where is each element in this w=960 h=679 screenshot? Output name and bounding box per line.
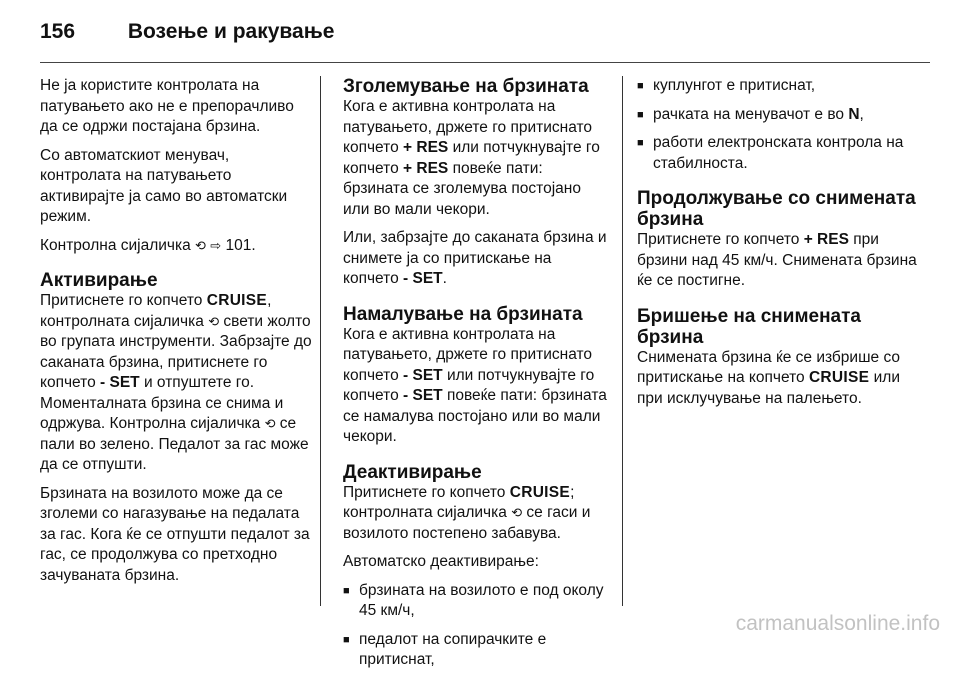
- list-item: ■ работи електронската контрола на стабилноста.: [637, 133, 927, 174]
- watermark: carmanualsonline.info: [735, 612, 940, 635]
- heading-increase-speed: Зголемување на брзината: [343, 76, 589, 97]
- list-item: ■ куплунгот е притиснат,: [637, 76, 927, 97]
- list-item: ■ рачката на менувачот е во N,: [637, 105, 927, 126]
- heading-decrease-speed: Намалување на брзината: [343, 303, 583, 325]
- heading-activation: Активирање: [40, 270, 158, 291]
- cruise-control-icon: ⟲: [195, 237, 206, 253]
- page-header: [40, 20, 334, 44]
- paragraph-warning: Не ја користите контролата на патувањето ако не е препорачливо да се одржи постајана брзина.: [40, 77, 294, 135]
- column-2: [343, 76, 611, 679]
- paragraph-resume: Притиснете го копчето + RES при брзини над 45 км/ч. Снимената брзина ќе се постигне.: [637, 231, 917, 289]
- heading-deactivation: Деактивирање: [343, 461, 482, 483]
- list-item: ■ педалот на сопирачките е притиснат,: [343, 630, 611, 671]
- paragraph-decrease: Кога е активна контролата на патувањето, држете го притиснато копчето - SET или потчукнувајте го копчето - SET повеќе пати: брзината се намалува постојано или во мали чекори.: [343, 325, 607, 445]
- cruise-control-icon: ⟲: [511, 505, 523, 520]
- header-divider: [40, 62, 930, 63]
- page-title: Возење и ракување: [127, 20, 335, 43]
- column-divider-1: [320, 76, 321, 606]
- column-divider-2: [622, 76, 623, 606]
- cruise-control-icon: ⟲: [208, 313, 220, 329]
- list-item: ■ брзината на возилото е под околу 45 км/ч,: [343, 581, 611, 622]
- paragraph-delete: Снимената брзина ќе се избрише со притискање на копчето CRUISE или при исклучување на палењето.: [637, 348, 900, 407]
- paragraph-accelerate: Брзината на возилото може да се зголеми со нагазување на педалата за гас. Кога ќе се отпушти педалот за гас, се продолжува со претходно зачуваната брзина.: [40, 484, 310, 584]
- paragraph-indicator-ref: Контролна сијаличка ⟲ ⇨ 101.: [40, 236, 312, 257]
- paragraph-increase-alt: Или, забрзајте до саканата брзина и снимете ја со притискање на копчето - SET.: [343, 229, 607, 287]
- page-number: 156: [40, 20, 76, 43]
- heading-resume-speed: Продолжување со снимената брзина: [637, 188, 916, 230]
- paragraph-activation: Притиснете го копчето CRUISE, контролната сијаличка ⟲ свети жолто во групата инструменти. Забрзајте до саканата брзина, притиснете го копчето - SET и отпуштете го. Моменталната брзина се снима и одржува. Контролна сијаличка ⟲ се пали во зелено. Педалот за гас може да се отпушти.: [40, 292, 312, 473]
- page-ref-icon: ⇨: [210, 237, 222, 253]
- paragraph-increase: Кога е активна контролата на патувањето, држете го притиснато копчето + RES или потчукнувајте го копчето + RES повеќе пати: брзината се зголемува постојано или во мали чекори.: [343, 98, 600, 218]
- heading-delete-speed: Бришење на снимената брзина: [637, 305, 861, 348]
- column-3: [637, 76, 927, 417]
- column-1: [40, 76, 312, 594]
- paragraph-auto-deactivation: Автоматско деактивирање:: [343, 553, 539, 570]
- cruise-control-icon: ⟲: [264, 416, 276, 431]
- paragraph-deactivation: Притиснете го копчето CRUISE; контролната сијаличка ⟲ се гаси и возилото постепено забавува.: [343, 483, 591, 542]
- paragraph-automatic: Со автоматскиот менувач, контролата на патувањето активирајте ја само во автоматски режим.: [40, 146, 288, 225]
